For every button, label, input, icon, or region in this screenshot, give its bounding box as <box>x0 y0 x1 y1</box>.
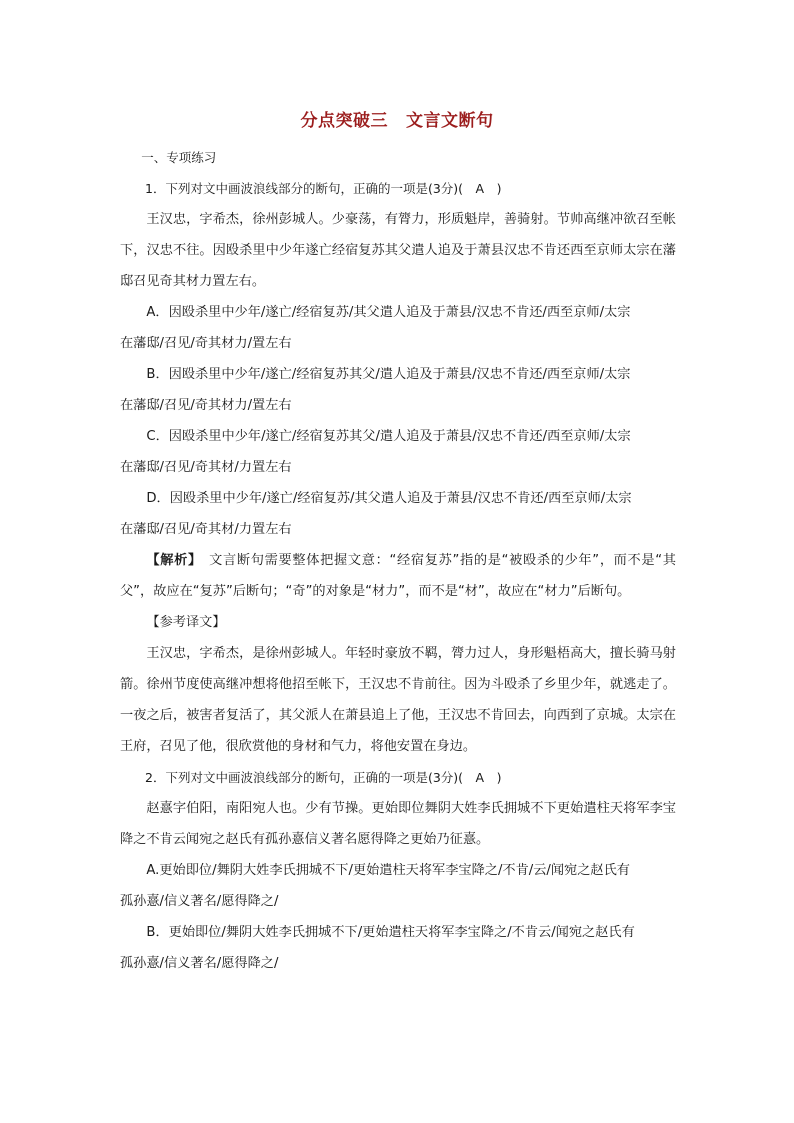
option-text-continued: 在藩邸/召见/奇其材力/置左右 <box>120 336 292 351</box>
question-2-prompt: 2．下列对文中画波浪线部分的断句，正确的一项是(3分)( A ) <box>145 770 502 785</box>
translation-label: 【参考译文】 <box>146 615 226 630</box>
question-2-option-a <box>120 855 676 917</box>
question-1-option-d <box>120 483 676 545</box>
question-1-passage: 王汉忠，字希杰，徐州彭城人。少豪荡，有膂力，形质魁岸，善骑射。节帅高继冲欲召至帐下，汉忠不往。因殴杀里中少年遂亡经宿复苏其父遣人追及于萧县汉忠不肯还西至京师太宗在藩邸召见奇其材力置左右。 <box>120 212 676 289</box>
analysis-label: 【解析】 <box>146 553 196 568</box>
analysis-text: 文言断句需要整体把握文意：“经宿复苏”指的是“被殴杀的少年”，而不是“其父”，故应在“复苏”后断句；“奇”的对象是“材力”，而不是“材”，故应在“材力”后断句。 <box>120 553 676 599</box>
title-part-2: 文言文断句 <box>406 111 494 131</box>
question-1-prompt: 1．下列对文中画波浪线部分的断句，正确的一项是(3分)( A ) <box>145 181 502 196</box>
document-body <box>120 142 676 979</box>
question-2-passage: 赵憙字伯阳，南阳宛人也。少有节操。更始即位舞阴大姓李氏拥城不下更始遣柱天将军李宝降之不肯云闻宛之赵氏有孤孙憙信义著名愿得降之更始乃征憙。 <box>120 801 676 847</box>
page-title <box>0 106 794 131</box>
option-text: B．更始即位/舞阴大姓李氏拥城不下/更始遣柱天将军李宝降之/不肯云/闻宛之赵氏有 <box>146 925 635 940</box>
option-text-continued: 在藩邸/召见/奇其材/力置左右 <box>120 460 292 475</box>
question-1-option-c <box>120 421 676 483</box>
section-heading: 一、专项练习 <box>141 150 217 165</box>
option-text: D．因殴杀里中少年/遂亡/经宿复苏/其父遣人追及于萧县/汉忠不肯还/西至京师/太宗 <box>146 491 632 506</box>
question-2-option-b <box>120 917 676 979</box>
title-part-1: 分点突破三 <box>300 111 388 131</box>
option-text: A.更始即位/舞阴大姓李氏拥城不下/更始遣柱天将军李宝降之/不肯/云/闻宛之赵氏有 <box>146 863 630 878</box>
option-text-continued: 在藩邸/召见/奇其材力/置左右 <box>120 398 292 413</box>
option-text-continued: 孤孙憙/信义著名/愿得降之/ <box>120 956 279 971</box>
option-text: B．因殴杀里中少年/遂亡/经宿复苏其父/遣人追及于萧县/汉忠不肯还/西至京师/太宗 <box>146 367 631 382</box>
option-text: A．因殴杀里中少年/遂亡/经宿复苏/其父遣人追及于萧县/汉忠不肯还/西至京师/太宗 <box>146 305 631 320</box>
question-1-analysis <box>120 545 676 607</box>
question-1-option-b <box>120 359 676 421</box>
option-text-continued: 孤孙憙/信义著名/愿得降之/ <box>120 894 279 909</box>
option-text-continued: 在藩邸/召见/奇其材/力置左右 <box>120 522 292 537</box>
option-text: C．因殴杀里中少年/遂亡/经宿复苏其父/遣人追及于萧县/汉忠不肯还/西至京师/太宗 <box>146 429 631 444</box>
translation-text: 王汉忠，字希杰，是徐州彭城人。年轻时豪放不羁，膂力过人，身形魁梧高大，擅长骑马射箭。徐州节度使高继冲想将他招至帐下，王汉忠不肯前往。因为斗殴杀了乡里少年，就逃走了。一夜之后，被害者复活了，其父派人在萧县追上了他，王汉忠不肯回去，向西到了京城。太宗在王府，召见了他，很欣赏他的身材和气力，将他安置在身边。 <box>120 646 676 754</box>
question-1-option-a <box>120 297 676 359</box>
